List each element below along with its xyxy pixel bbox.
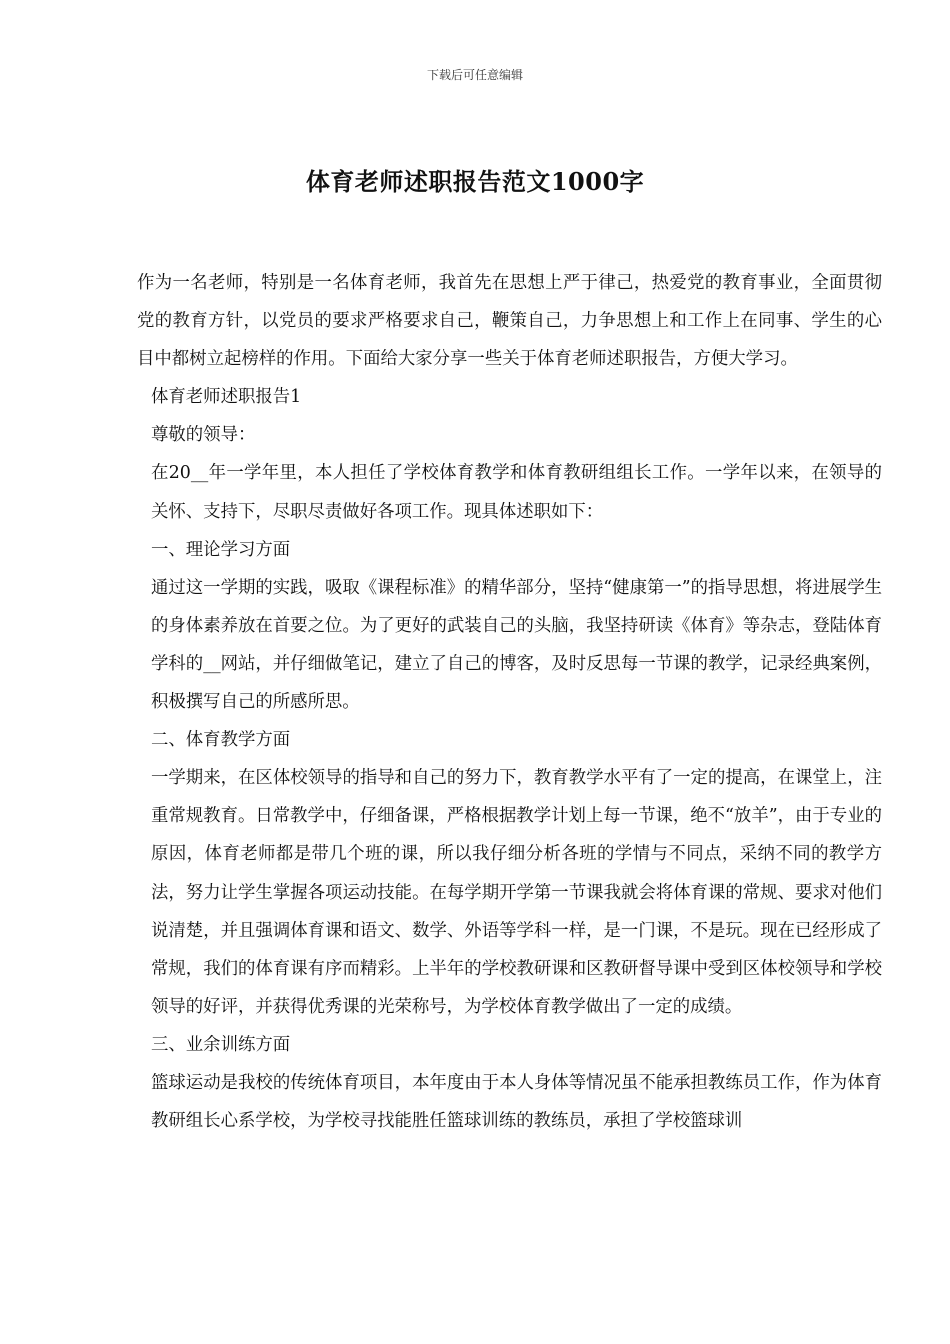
section-heading-teaching: 二、体育教学方面 bbox=[151, 730, 291, 751]
salutation: 尊敬的领导： bbox=[151, 425, 256, 446]
document-body bbox=[137, 264, 882, 1140]
document-title: 体育老师述职报告范文1000字 bbox=[305, 167, 645, 196]
report-title: 体育老师述职报告1 bbox=[151, 387, 302, 408]
section-paragraph-theory: 通过这一学期的实践，吸取《课程标准》的精华部分，坚持“健康第一”的指导思想，将进展学生的身体素养放在首要之位。为了更好的武装自己的头脑，我坚持研读《体育》等杂志，登陆体育学科的__网站，并仔细做笔记，建立了自己的博客，及时反思每一节课的教学，记录经典案例，积极撰写自己的所感所思。 bbox=[151, 577, 882, 713]
header-note: 下载后可任意编辑 bbox=[426, 68, 523, 82]
section-heading-theory: 一、理论学习方面 bbox=[151, 539, 291, 560]
section-paragraph-training: 篮球运动是我校的传统体育项目，本年度由于本人身体等情况虽不能承担教练员工作，作为体育教研组长心系学校，为学校寻找能胜任篮球训练的教练员，承担了学校篮球训 bbox=[151, 1072, 882, 1132]
intro-paragraph: 作为一名老师，特别是一名体育老师，我首先在思想上严于律己，热爱党的教育事业，全面贯彻党的教育方针，以党员的要求严格要求自己，鞭策自己，力争思想上和工作上在同事、学生的心目中都树立起榜样的作用。下面给大家分享一些关于体育老师述职报告，方便大学习。 bbox=[137, 273, 882, 370]
section-heading-training: 三、业余训练方面 bbox=[151, 1034, 291, 1055]
opening-paragraph: 在20__年一学年里，本人担任了学校体育教学和体育教研组组长工作。一学年以来，在领导的关怀、支持下，尽职尽责做好各项工作。现具体述职如下： bbox=[151, 463, 882, 522]
section-paragraph-teaching: 一学期来，在区体校领导的指导和自己的努力下，教育教学水平有了一定的提高，在课堂上，注重常规教育。日常教学中，仔细备课，严格根据教学计划上每一节课，绝不“放羊”，由于专业的原因，体育老师都是带几个班的课，所以我仔细分析各班的学情与不同点，采纳不同的教学方法，努力让学生掌握各项运动技能。在每学期开学第一节课我就会将体育课的常规、要求对他们说清楚，并且强调体育课和语文、数学、外语等学科一样，是一门课，不是玩。现在已经形成了常规，我们的体育课有序而精彩。上半年的学校教研课和区教研督导课中受到区体校领导和学校领导的好评，并获得优秀课的光荣称号，为学校体育教学做出了一定的成绩。 bbox=[151, 768, 882, 1017]
